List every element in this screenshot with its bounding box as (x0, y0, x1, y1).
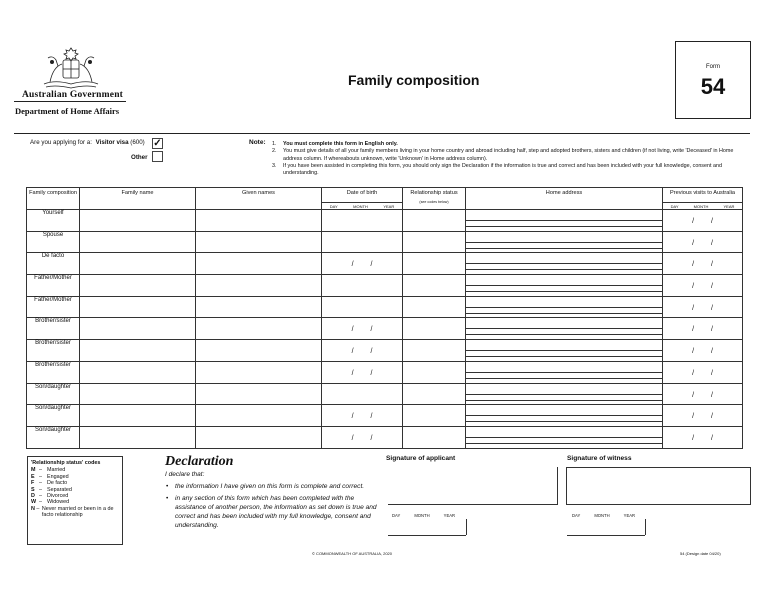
date-of-birth-cell[interactable]: / / (322, 426, 403, 448)
home-address-cell[interactable] (466, 296, 663, 318)
given-names-cell[interactable] (196, 426, 322, 448)
previous-visits-cell[interactable]: / / (663, 426, 743, 448)
date-of-birth-cell[interactable] (322, 296, 403, 318)
home-address-cell[interactable] (466, 361, 663, 383)
row-label: Spouse (27, 231, 80, 253)
given-names-cell[interactable] (196, 383, 322, 405)
home-address-cell[interactable] (466, 210, 663, 232)
relationship-code-item: E – Engaged (31, 473, 69, 480)
coat-of-arms-icon (40, 44, 102, 90)
other-label: Other (131, 154, 148, 161)
relationship-status-cell[interactable] (403, 340, 466, 362)
row-label: De facto (27, 253, 80, 275)
header-family-composition: Family composition (27, 188, 80, 210)
government-name: Australian Government (22, 90, 124, 100)
row-label: Son/daughter (27, 405, 80, 427)
row-label: Son/daughter (27, 426, 80, 448)
declaration-intro: I declare that: (165, 471, 205, 478)
header-home-address: Home address (466, 188, 663, 210)
previous-visits-cell[interactable]: / / (663, 361, 743, 383)
relationship-code-item: S – Separated (31, 486, 72, 493)
header-date-of-birth: Date of birth DAY MONTH YEAR (322, 188, 403, 210)
date-field-edge (645, 519, 646, 535)
home-address-cell[interactable] (466, 405, 663, 427)
visa-subclass-code: (600) (130, 139, 145, 146)
home-address-cell[interactable] (466, 275, 663, 297)
given-names-cell[interactable] (196, 231, 322, 253)
previous-visits-cell[interactable]: / / (663, 210, 743, 232)
relationship-status-cell[interactable] (403, 231, 466, 253)
previous-visits-cell[interactable]: / / (663, 405, 743, 427)
divider (14, 133, 750, 134)
declaration-item: • in any section of this form which has been completed with the assistance of another person, the information as set down is true and correct and has been included with my full knowledge, consent and understanding. (166, 494, 386, 530)
codes-title: 'Relationship status' codes (31, 460, 101, 466)
date-of-birth-cell[interactable] (322, 231, 403, 253)
visitor-visa-checkbox[interactable]: ✓ (153, 138, 162, 149)
other-checkbox[interactable] (152, 151, 163, 162)
relationship-status-cell[interactable] (403, 383, 466, 405)
home-address-cell[interactable] (466, 383, 663, 405)
header-previous-visits: Previous visits to Australia DAY MONTH YEAR (663, 188, 743, 210)
form-number-box (675, 41, 751, 119)
table-row (27, 426, 743, 448)
applying-prompt (30, 139, 145, 146)
date-of-birth-cell[interactable]: / / (322, 318, 403, 340)
family-name-cell[interactable] (80, 405, 196, 427)
home-address-cell[interactable] (466, 253, 663, 275)
row-label: Yourself (27, 210, 80, 232)
previous-visits-cell[interactable]: / / (663, 231, 743, 253)
header-relationship-status: Relationship status (see codes below) (403, 188, 466, 210)
copyright-text: © COMMONWEALTH OF AUSTRALIA, 2020 (312, 551, 392, 556)
declaration-list (166, 482, 386, 533)
home-address-cell[interactable] (466, 231, 663, 253)
family-name-cell[interactable] (80, 383, 196, 405)
note-item: 1. You must complete this form in English only. (272, 141, 398, 147)
relationship-code-item: M – Married (31, 467, 66, 474)
applying-label: Are you applying for a: (30, 139, 92, 146)
given-names-cell[interactable] (196, 318, 322, 340)
date-of-birth-cell[interactable] (322, 383, 403, 405)
date-field-edge (466, 519, 467, 535)
date-of-birth-cell[interactable] (322, 210, 403, 232)
given-names-cell[interactable] (196, 275, 322, 297)
declaration-title: Declaration (165, 454, 234, 469)
witness-signature-field[interactable] (566, 467, 751, 505)
family-name-cell[interactable] (80, 275, 196, 297)
applicant-date-field[interactable] (388, 535, 466, 536)
declaration-item: • the information I have given on this form is complete and correct. (166, 482, 386, 491)
date-of-birth-cell[interactable]: / / (322, 253, 403, 275)
witness-date-field[interactable] (567, 535, 645, 536)
relationship-code-item: W – Widowed (31, 499, 70, 506)
previous-visits-cell[interactable]: / / (663, 318, 743, 340)
given-names-cell[interactable] (196, 253, 322, 275)
table-row (27, 361, 743, 383)
relationship-code-item: N – Never married or been in a de facto relationship (31, 505, 114, 519)
home-address-cell[interactable] (466, 340, 663, 362)
header-family-name: Family name (80, 188, 196, 210)
applicant-signature-label: Signature of applicant (386, 455, 456, 462)
given-names-cell[interactable] (196, 405, 322, 427)
date-of-birth-cell[interactable]: / / (322, 361, 403, 383)
family-name-cell[interactable] (80, 340, 196, 362)
relationship-code-item: F – De facto (31, 480, 68, 487)
table-row (27, 231, 743, 253)
home-address-cell[interactable] (466, 426, 663, 448)
table-row (27, 383, 743, 405)
row-label: Father/Mother (27, 275, 80, 297)
applicant-signature-field[interactable] (388, 467, 558, 505)
relationship-status-cell[interactable] (403, 318, 466, 340)
witness-date-labels: DAY MONTH YEAR (572, 513, 636, 518)
relationship-status-cell[interactable] (403, 253, 466, 275)
table-row (27, 253, 743, 275)
family-name-cell[interactable] (80, 318, 196, 340)
table-row (27, 296, 743, 318)
relationship-status-cell[interactable] (403, 210, 466, 232)
family-name-cell[interactable] (80, 426, 196, 448)
relationship-status-cell[interactable] (403, 361, 466, 383)
notes-list (272, 141, 750, 177)
given-names-cell[interactable] (196, 340, 322, 362)
relationship-codes-box (27, 456, 123, 545)
table-row (27, 210, 743, 232)
family-name-cell[interactable] (80, 296, 196, 318)
table-row (27, 275, 743, 297)
witness-signature-label: Signature of witness (567, 455, 632, 462)
visitor-visa-label: Visitor visa (95, 139, 129, 146)
table-row (27, 405, 743, 427)
family-composition-table (26, 187, 743, 449)
given-names-cell[interactable] (196, 210, 322, 232)
relationship-status-cell[interactable] (403, 405, 466, 427)
header-given-names: Given names (196, 188, 322, 210)
relationship-status-cell[interactable] (403, 426, 466, 448)
row-label: Brother/sister (27, 318, 80, 340)
relationship-status-cell[interactable] (403, 275, 466, 297)
given-names-cell[interactable] (196, 296, 322, 318)
row-label: Father/Mother (27, 296, 80, 318)
family-name-cell[interactable] (80, 253, 196, 275)
date-of-birth-cell[interactable]: / / (322, 340, 403, 362)
previous-visits-cell[interactable]: / / (663, 340, 743, 362)
department-name: Department of Home Affairs (15, 106, 120, 116)
given-names-cell[interactable] (196, 361, 322, 383)
note-item: 2. You must give details of all your family members living in your home country and abroad including half, step and adopted brothers, sisters and children (if not living, write 'Deceased' in Home address column. If whereabouts unknown, write 'Unknown' in Home address column). (272, 148, 734, 162)
note-label: Note: (249, 139, 266, 146)
date-of-birth-cell[interactable] (322, 275, 403, 297)
table-row (27, 318, 743, 340)
family-name-cell[interactable] (80, 361, 196, 383)
page-title: Family composition (348, 72, 480, 88)
date-of-birth-cell[interactable]: / / (322, 405, 403, 427)
relationship-code-item: D – Divorced (31, 493, 69, 500)
form-number: 54 (700, 74, 726, 99)
previous-visits-cell[interactable]: / / (663, 253, 743, 275)
row-label: Brother/sister (27, 361, 80, 383)
divider (14, 101, 126, 102)
applicant-date-labels: DAY MONTH YEAR (392, 513, 456, 518)
row-label: Brother/sister (27, 340, 80, 362)
previous-visits-cell[interactable]: / / (663, 296, 743, 318)
previous-visits-cell[interactable]: / / (663, 383, 743, 405)
note-item: 3. If you have been assisted in completing this form, you should only sign the Declaration if the information is true and correct and has been included with your full knowledge, consent and understanding. (272, 162, 722, 177)
previous-visits-cell[interactable]: / / (663, 275, 743, 297)
row-label: Son/daughter (27, 383, 80, 405)
form-label: Form (706, 64, 720, 70)
design-date-text: 54 (Design date 04/20) (680, 551, 721, 556)
table-row (27, 340, 743, 362)
relationship-status-cell[interactable] (403, 296, 466, 318)
home-address-cell[interactable] (466, 318, 663, 340)
family-name-cell[interactable] (80, 210, 196, 232)
table-header-row (27, 188, 743, 210)
family-name-cell[interactable] (80, 231, 196, 253)
